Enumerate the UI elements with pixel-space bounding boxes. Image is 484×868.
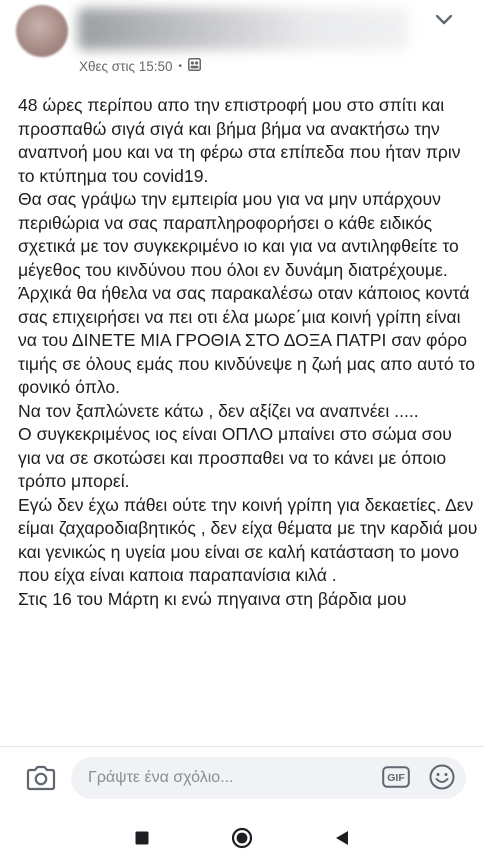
post-paragraph: Στις 16 του Μάρτη κι ενώ πηγαινα στη βάρδια μου	[18, 588, 407, 609]
post-paragraph: Εγώ δεν έχω πάθει ούτε την κοινή γρίπη για δεκαετίες. Δεν είμαι ζαχαροδιαβητικός , δεν είχα θέματα με την καρδιά μου και γενικώς η υγεία μου είναι σε καλή κατάσταση το μονο που είχα είναι καποια παραπανίσια κιλά .	[18, 494, 483, 585]
author-name-redacted[interactable]	[78, 8, 408, 50]
comment-bar	[0, 746, 484, 809]
post-paragraph: Να τον ξαπλώνετε κάτω , δεν αξίζει να αναπνέει .....	[18, 400, 419, 421]
post-paragraph: Θα σας γράψω την εμπειρία μου για να μην υπάρχουν περιθώρια να σας παραπληροφορήσει ο κάθε ειδικός σχετικά με τον συγκεκριμένο ιο και για να αντιληφθείτε το μέγεθος του κινδύνου που όλοι εν δυνάμη διατρέχουμε.	[18, 189, 464, 280]
system-nav-bar	[0, 808, 484, 868]
post-body	[18, 94, 483, 611]
gif-label: GIF	[387, 772, 405, 785]
post-meta	[79, 58, 201, 74]
friends-icon	[188, 58, 201, 74]
emoji-icon[interactable]	[428, 763, 456, 791]
post-paragraph: Άρχικά θα ήθελα να σας παρακαλέσω οταν κάποιος κοντά σας επιχειρήσει να πει οτι έλα μωρε΄μια κοινή γρίπη είναι να του ΔΙΝΕΤΕ ΜΙΑ ΓΡΟΘΙΑ ΣΤΟ ΔΟΞΑ ΠΑΤΡΙ σαν φόρο τιμής σε όλους εμάς που κινδύνεψε η ζωή μας απο αυτό το φονικό όπλο.	[18, 283, 480, 397]
meta-separator: •	[178, 60, 183, 72]
post-header	[0, 0, 484, 80]
square-icon[interactable]	[128, 824, 156, 852]
circle-icon[interactable]	[228, 824, 256, 852]
avatar[interactable]	[16, 5, 68, 57]
chevron-down-icon[interactable]	[432, 10, 456, 30]
triangle-back-icon[interactable]	[328, 824, 356, 852]
post-timestamp[interactable]: Χθες στις 15:50	[79, 58, 173, 74]
post-paragraph: Ο συγκεκριμένος ιος είναι ΟΠΛΟ μπαίνει στο σώμα σου για να σε σκοτώσει και προσπαθει να το κάνει με όποιο τρόπο μπορεί.	[18, 424, 457, 491]
gif-button[interactable]	[382, 766, 410, 788]
camera-icon[interactable]	[24, 763, 58, 793]
post-paragraph: 48 ώρες περίπου απο την επιστροφή μου στο σπίτι και προσπαθώ σιγά σιγά και βήμα βήμα να ανακτήσω την αναπνοή μου και να τη φέρω στα επίπεδα που ήταν πριν το κτύπημα του covid19.	[18, 95, 466, 186]
